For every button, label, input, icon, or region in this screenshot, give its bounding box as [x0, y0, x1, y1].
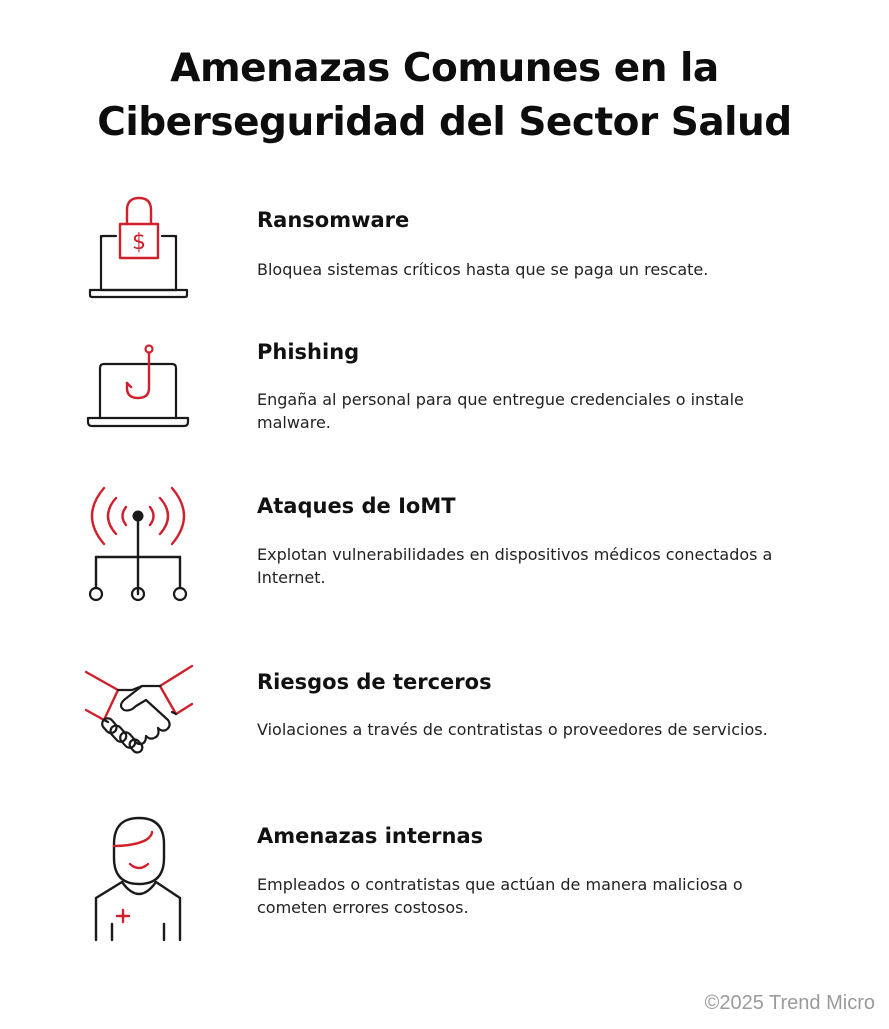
threat-description: Empleados o contratistas que actúan de manera maliciosa o cometen errores costosos. — [257, 875, 743, 917]
threat-title: Phishing — [257, 340, 360, 364]
threat-title: Ransomware — [257, 208, 410, 232]
threat-title: Riesgos de terceros — [257, 670, 492, 694]
laptop-lock-icon — [86, 194, 192, 298]
person-medical-icon — [94, 814, 184, 944]
laptop-hook-icon — [86, 340, 190, 432]
threat-title: Amenazas internas — [257, 824, 484, 848]
threat-description: Violaciones a través de contratistas o proveedores de servicios. — [257, 720, 768, 739]
handshake-icon — [84, 664, 194, 756]
antenna-network-icon — [86, 484, 190, 604]
threat-description: Engaña al personal para que entregue credenciales o instale malware. — [257, 390, 744, 432]
svg-text:$: $ — [132, 230, 146, 255]
threat-title: Ataques de IoMT — [257, 494, 456, 518]
threat-description: Bloquea sistemas críticos hasta que se paga un rescate. — [257, 260, 709, 279]
copyright-footer: ©2025 Trend Micro — [704, 992, 875, 1014]
page-title — [0, 42, 889, 150]
page-title-line-1: Amenazas Comunes en la — [170, 46, 719, 91]
page-title-line-2: Ciberseguridad del Sector Salud — [97, 100, 792, 145]
threat-description: Explotan vulnerabilidades en dispositivos médicos conectados a Internet. — [257, 545, 773, 587]
